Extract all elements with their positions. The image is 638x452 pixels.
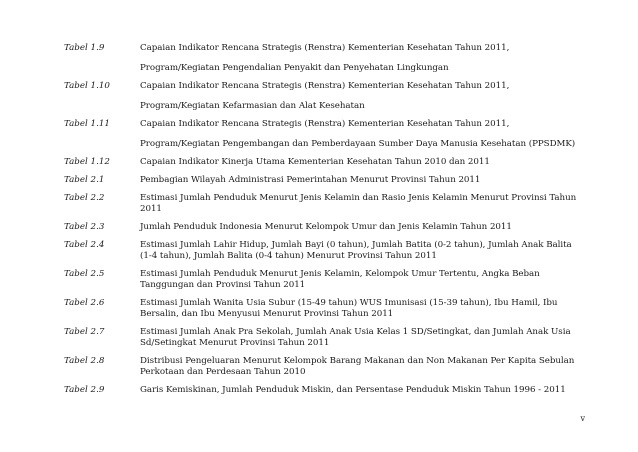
table-title-line: Estimasi Jumlah Anak Pra Sekolah, Jumlah Anak Usia Kelas 1 SD/Setingkat, dan Jumlah Anak Usia — [140, 327, 571, 337]
list-item — [64, 385, 588, 396]
table-title — [140, 81, 588, 112]
table-title-line: 2011 — [140, 204, 162, 214]
table-label: Tabel 2.7 — [64, 327, 105, 337]
table-label: Tabel 1.12 — [64, 157, 110, 167]
table-title-line: Perkotaan dan Perdesaan Tahun 2010 — [140, 367, 306, 377]
table-title-line: Capaian Indikator Rencana Strategis (Renstra) Kementerian Kesehatan Tahun 2011, — [140, 43, 510, 53]
list-item — [64, 119, 588, 150]
table-label: Tabel 1.9 — [64, 43, 105, 53]
table-title — [140, 327, 588, 349]
table-title-line: Tanggungan dan Provinsi Tahun 2011 — [140, 280, 306, 290]
table-title — [140, 43, 588, 74]
table-title — [140, 356, 588, 378]
table-title — [140, 193, 588, 215]
table-title-line: Estimasi Jumlah Penduduk Menurut Jenis Kelamin, Kelompok Umur Tertentu, Angka Beban — [140, 269, 540, 279]
list-item — [64, 298, 588, 320]
table-title-line: Estimasi Jumlah Lahir Hidup, Jumlah Bayi (0 tahun), Jumlah Batita (0-2 tahun), Jumlah Anak Balita — [140, 240, 572, 250]
table-title-line: Program/Kegiatan Pengendalian Penyakit dan Penyehatan Lingkungan — [140, 63, 449, 73]
table-label: Tabel 2.3 — [64, 222, 105, 232]
table-title-line: Bersalin, dan Ibu Menyusui Menurut Provinsi Tahun 2011 — [140, 309, 394, 319]
table-title-line: Capaian Indikator Rencana Strategis (Renstra) Kementerian Kesehatan Tahun 2011, — [140, 119, 510, 129]
table-label: Tabel 2.8 — [64, 356, 105, 366]
page-number: v — [580, 414, 585, 423]
list-item — [64, 175, 588, 186]
table-label: Tabel 2.4 — [64, 240, 105, 250]
table-title: Pembagian Wilayah Administrasi Pemerintahan Menurut Provinsi Tahun 2011 — [140, 175, 481, 185]
table-title-line: Distribusi Pengeluaran Menurut Kelompok Barang Makanan dan Non Makanan Per Kapita Sebulan — [140, 356, 575, 366]
table-label: Tabel 2.5 — [64, 269, 105, 279]
table-title-line: Sd/Setingkat Menurut Provinsi Tahun 2011 — [140, 338, 330, 348]
list-item — [64, 157, 588, 168]
table-title — [140, 269, 588, 291]
table-title-line: Program/Kegiatan Kefarmasian dan Alat Kesehatan — [140, 101, 365, 111]
list-item — [64, 43, 588, 74]
table-title — [140, 240, 588, 262]
list-item — [64, 356, 588, 378]
list-item — [64, 269, 588, 291]
list-item — [64, 193, 588, 215]
table-label: Tabel 1.10 — [64, 81, 110, 91]
list-item — [64, 222, 588, 233]
table-title — [140, 298, 588, 320]
table-label: Tabel 2.6 — [64, 298, 105, 308]
table-label: Tabel 1.11 — [64, 119, 110, 129]
table-title-line: (1-4 tahun), Jumlah Balita (0-4 tahun) Menurut Provinsi Tahun 2011 — [140, 251, 437, 261]
table-title-line: Estimasi Jumlah Penduduk Menurut Jenis Kelamin dan Rasio Jenis Kelamin Menurut Provinsi Tahun — [140, 193, 577, 203]
table-label: Tabel 2.9 — [64, 385, 105, 395]
list-item — [64, 81, 588, 112]
table-title: Jumlah Penduduk Indonesia Menurut Kelompok Umur dan Jenis Kelamin Tahun 2011 — [140, 222, 512, 232]
table-title-line: Program/Kegiatan Pengembangan dan Pemberdayaan Sumber Daya Manusia Kesehatan (PPSDMK) — [140, 139, 576, 149]
table-list — [64, 43, 588, 396]
list-item — [64, 240, 588, 262]
table-title-line: Estimasi Jumlah Wanita Usia Subur (15-49 tahun) WUS Imunisasi (15-39 tahun), Ibu Hamil, Ibu — [140, 298, 558, 308]
table-title: Garis Kemiskinan, Jumlah Penduduk Miskin, dan Persentase Penduduk Miskin Tahun 1996 - 2011 — [140, 385, 566, 395]
table-label: Tabel 2.1 — [64, 175, 105, 185]
table-title — [140, 119, 588, 150]
list-item — [64, 327, 588, 349]
table-label: Tabel 2.2 — [64, 193, 105, 203]
table-title-line: Capaian Indikator Rencana Strategis (Renstra) Kementerian Kesehatan Tahun 2011, — [140, 81, 510, 91]
table-title: Capaian Indikator Kinerja Utama Kementerian Kesehatan Tahun 2010 dan 2011 — [140, 157, 490, 167]
